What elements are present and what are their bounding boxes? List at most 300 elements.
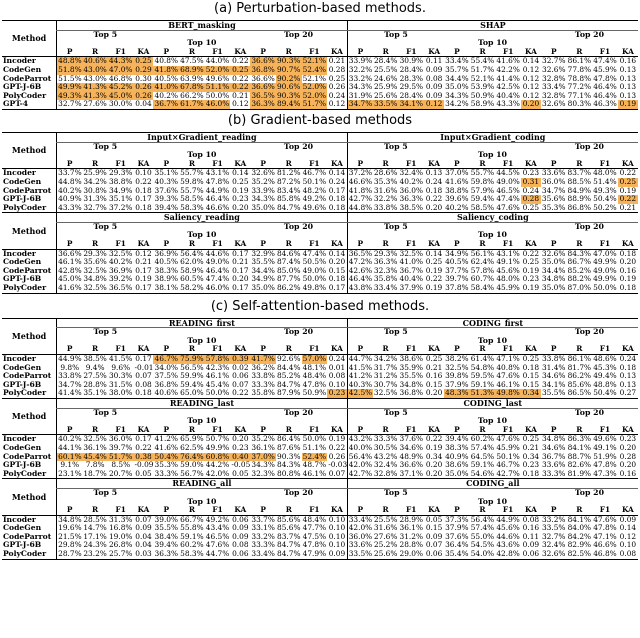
metric-cell: 48.9% xyxy=(399,452,423,461)
metric-cell: 35.0% xyxy=(445,83,469,92)
metric-cell: 90.3% xyxy=(277,452,301,461)
metric-cell: 37.2% xyxy=(348,168,373,178)
table-self-attention xyxy=(2,318,638,560)
topk-header-row xyxy=(2,417,638,426)
metric-header: KA xyxy=(521,345,541,354)
table-row xyxy=(2,533,638,542)
metric-cell: 47.8% xyxy=(302,541,327,550)
metric-header: F1 xyxy=(108,345,134,354)
metric-cell: 90.2% xyxy=(276,74,301,83)
metric-cell: 42.0% xyxy=(348,524,373,533)
metric-cell: 46.7% xyxy=(302,168,327,178)
metric-cell: 41.6% xyxy=(58,284,82,293)
metric-cell: 32.9% xyxy=(251,249,275,258)
metric-cell: 60.7% xyxy=(470,275,495,284)
method-group-title: Saliency_coding xyxy=(347,213,638,223)
metric-cell: 0.38 xyxy=(135,452,152,461)
metric-cell: 28.7% xyxy=(58,550,82,559)
metric-header: P xyxy=(250,240,276,249)
metric-cell: 0.08 xyxy=(232,541,249,550)
metric-cell: 62.4% xyxy=(470,258,495,267)
metric-cell: 35.1% xyxy=(154,168,179,178)
metric-cell: 84.4% xyxy=(277,363,301,372)
metric-cell: 61.4% xyxy=(470,354,495,363)
metric-cell: 41.5% xyxy=(108,354,133,363)
metric-cell: 52.1% xyxy=(470,74,495,83)
metric-cell: 56.7% xyxy=(180,469,204,478)
metric-cell: 0.16 xyxy=(619,469,637,478)
metric-cell: 60.8% xyxy=(205,452,230,461)
method-group-title: READING_last xyxy=(57,398,348,408)
metric-cell: 23.2% xyxy=(83,550,107,559)
metric-cell: 50.7% xyxy=(205,434,230,444)
metric-cell: 0.24 xyxy=(328,177,346,186)
topk-header-row xyxy=(2,39,638,48)
method-group-title: BERT_masking xyxy=(57,21,348,31)
metric-cell: 24.6% xyxy=(373,74,398,83)
metric-cell: 0.19 xyxy=(619,186,637,195)
metric-header: R xyxy=(82,506,108,515)
metric-header: P xyxy=(153,506,179,515)
metric-cell: 68.9% xyxy=(180,65,204,74)
metric-cell: 19.0% xyxy=(108,532,133,541)
metric-cell: 0.22 xyxy=(425,275,443,284)
metric-header: F1 xyxy=(205,345,231,354)
metric-cell: 25.5% xyxy=(373,515,398,524)
table-row xyxy=(2,195,638,204)
metric-cell: 32.5% xyxy=(108,249,133,258)
caption-b: (b) Gradient-based methods xyxy=(227,112,413,128)
metric-cell: 48.7% xyxy=(302,461,327,470)
metric-cell: 25.6% xyxy=(373,91,398,100)
metric-cell: 33.1% xyxy=(251,524,275,533)
caption-a: (a) Perturbation-based methods. xyxy=(214,1,426,16)
metric-cell: 84.9% xyxy=(567,186,592,195)
metric-cell: 86.2% xyxy=(567,372,592,381)
top10-label: Top 10 xyxy=(477,336,508,345)
metric-cell: 84.7% xyxy=(277,380,301,389)
table-row xyxy=(2,550,638,559)
metric-cell: 50.1% xyxy=(302,177,327,186)
metric-cell: 0.18 xyxy=(522,469,540,478)
metric-cell: 33.8% xyxy=(58,372,82,381)
metric-header: P xyxy=(153,160,179,169)
metric-cell: 45.9% xyxy=(496,284,520,293)
metric-cell: 37.0% xyxy=(251,452,275,461)
metric-cell: 0.19 xyxy=(522,266,540,275)
metric-cell: 33.7% xyxy=(251,515,275,524)
metric-cell: 0.18 xyxy=(135,186,152,195)
metric-cell: 0.25 xyxy=(232,65,249,74)
metric-cell: 40.0% xyxy=(348,443,373,452)
metric-cell: 36.1% xyxy=(399,524,423,533)
metric-cell: 34.9% xyxy=(445,249,469,258)
metric-header: KA xyxy=(134,240,154,249)
metric-header-row xyxy=(2,426,638,435)
metric-cell: 37.7% xyxy=(445,266,469,275)
table-row xyxy=(2,75,638,84)
table-row xyxy=(2,92,638,101)
metric-cell: 30.0% xyxy=(108,100,133,109)
metric-cell: 76.4% xyxy=(180,452,204,461)
metric-cell: 36.0% xyxy=(399,186,423,195)
metric-cell: 24.3% xyxy=(83,541,107,550)
metric-cell: 30.5% xyxy=(373,443,398,452)
metric-cell: 50.0% xyxy=(302,275,327,284)
top20-label: Top 20 xyxy=(574,327,604,337)
metric-header: R xyxy=(373,426,399,435)
metric-cell: 0.05 xyxy=(135,469,152,478)
metric-cell: 47.0% xyxy=(108,65,133,74)
metric-cell: 32.5% xyxy=(83,434,107,444)
metric-cell: 38.8% xyxy=(108,177,133,186)
metric-cell: 34.3% xyxy=(251,461,275,470)
metric-header: F1 xyxy=(399,48,425,57)
metric-cell: 0.13 xyxy=(425,168,443,178)
metric-cell: 36.8% xyxy=(154,380,179,389)
metric-cell: 47.7% xyxy=(302,524,327,533)
method-header: Method xyxy=(2,213,57,249)
metric-header: P xyxy=(153,48,179,57)
metric-cell: 37.8% xyxy=(445,284,469,293)
metric-cell: 45.3% xyxy=(593,363,617,372)
metric-cell: 49.6% xyxy=(593,434,617,444)
metric-cell: 82.9% xyxy=(567,541,592,550)
metric-cell: 58.5% xyxy=(470,203,495,212)
metric-cell: 50.9% xyxy=(302,389,327,398)
metric-cell: 44.8% xyxy=(348,203,373,212)
metric-cell: 55.4% xyxy=(470,56,495,66)
table-row xyxy=(2,470,638,479)
metric-cell: 51.1% xyxy=(205,83,230,92)
metric-cell: 0.17 xyxy=(232,249,249,258)
metric-header: F1 xyxy=(302,506,328,515)
caption-c: (c) Self-attention-based methods. xyxy=(210,298,430,314)
metric-cell: 61.7% xyxy=(180,100,204,109)
metric-cell: 0.12 xyxy=(522,83,540,92)
metric-cell: 41.4% xyxy=(496,74,520,83)
metric-cell: 31.2% xyxy=(399,532,423,541)
metric-cell: 43.3% xyxy=(496,100,520,109)
metric-cell: 0.10 xyxy=(135,168,152,178)
metric-cell: 0.23 xyxy=(619,434,637,444)
metric-header: R xyxy=(470,48,496,57)
metric-cell: 0.04 xyxy=(135,100,152,109)
metric-cell: 34.4% xyxy=(251,266,275,275)
top10-label: Top 10 xyxy=(477,417,508,426)
metric-cell: 42.8% xyxy=(496,550,520,559)
metric-cell: 47.4% xyxy=(205,275,230,284)
metric-cell: 86.1% xyxy=(567,354,592,363)
metric-cell: 85.6% xyxy=(567,380,592,389)
metric-cell: 36.6% xyxy=(58,249,82,258)
topk-header-row xyxy=(2,328,638,337)
table-row xyxy=(2,444,638,453)
metric-cell: 41.3% xyxy=(83,83,107,92)
metric-cell: 41.4% xyxy=(58,389,82,398)
metric-cell: 55.7% xyxy=(180,186,204,195)
metric-cell: 88.7% xyxy=(567,452,592,461)
metric-cell: 57.8% xyxy=(470,266,495,275)
metric-cell: 35.5% xyxy=(541,389,566,398)
metric-cell: 65.0% xyxy=(180,389,204,398)
metric-cell: -0.05 xyxy=(231,461,251,470)
metric-cell: 56.4% xyxy=(470,515,495,524)
metric-cell: 58.9% xyxy=(180,266,204,275)
metric-cell: 0.25 xyxy=(328,74,346,83)
metric-cell: 46.6% xyxy=(593,541,617,550)
metric-cell: 21.5% xyxy=(58,532,82,541)
metric-cell: 36.2% xyxy=(251,363,275,372)
metric-cell: 0.13 xyxy=(619,91,637,100)
metric-cell: 0.03 xyxy=(135,550,152,559)
metric-cell: 90.7% xyxy=(276,65,301,74)
model-name: CodeParrot xyxy=(3,452,52,461)
metric-cell: 66.7% xyxy=(180,515,204,524)
metric-cell: 49.2% xyxy=(205,515,230,524)
metric-cell: 33.8% xyxy=(251,372,275,381)
metric-cell: 0.25 xyxy=(522,354,540,363)
metric-header: F1 xyxy=(398,426,424,435)
model-name: CodeParrot xyxy=(3,372,52,381)
metric-cell: 38.3% xyxy=(154,266,179,275)
metric-cell: 33.2% xyxy=(541,515,566,524)
metric-cell: 9.1% xyxy=(57,461,83,470)
metric-cell: 33.5% xyxy=(373,100,398,109)
metric-cell: 0.21 xyxy=(328,56,346,66)
top5-label: Top 5 xyxy=(57,142,154,151)
metric-cell: 40.2% xyxy=(154,91,178,100)
metric-cell: 67.8% xyxy=(180,83,204,92)
metric-cell: 0.20 xyxy=(232,434,249,444)
metric-cell: 0.17 xyxy=(135,195,152,204)
metric-cell: 47.8% xyxy=(593,524,617,533)
metric-cell: 46.7% xyxy=(154,354,179,363)
table-row xyxy=(2,178,638,187)
metric-cell: 0.20 xyxy=(425,461,443,470)
metric-cell: 84.1% xyxy=(567,515,592,524)
metric-header: KA xyxy=(327,426,347,435)
metric-cell: 58.9% xyxy=(470,100,495,109)
metric-cell: 41.6% xyxy=(496,56,520,66)
metric-cell: 39.0% xyxy=(154,515,179,524)
metric-cell: 81.2% xyxy=(276,168,301,178)
metric-cell: 50.0% xyxy=(302,434,327,444)
metric-cell: 32.5% xyxy=(399,249,423,258)
metric-cell: 0.09 xyxy=(232,532,249,541)
metric-cell: 0.14 xyxy=(232,168,249,178)
metric-cell: 18.7% xyxy=(83,469,107,478)
group-header-row xyxy=(2,132,638,142)
metric-cell: 42.6% xyxy=(348,266,373,275)
metric-cell: 47.0% xyxy=(593,249,617,258)
metric-header: P xyxy=(347,160,373,169)
metric-cell: 36.3% xyxy=(154,550,179,559)
metric-cell: 44.9% xyxy=(205,186,230,195)
metric-cell: 40.2% xyxy=(445,203,469,212)
metric-cell: 44.6% xyxy=(205,249,230,258)
metric-cell: 87.2% xyxy=(276,177,301,186)
metric-cell: 60.2% xyxy=(470,434,495,444)
metric-cell: 50.9% xyxy=(470,91,495,100)
metric-header: P xyxy=(541,48,567,57)
metric-cell: -0.01 xyxy=(134,363,154,372)
metric-cell: 33.3% xyxy=(154,469,179,478)
metric-header: R xyxy=(179,240,205,249)
metric-cell: 44.3% xyxy=(108,56,133,66)
metric-cell: 45.6% xyxy=(496,524,520,533)
metric-cell: 0.40 xyxy=(232,452,249,461)
metric-cell: 36.1% xyxy=(251,443,275,452)
metric-cell: 52.0% xyxy=(302,91,327,100)
metric-cell: 31.6% xyxy=(373,186,398,195)
metric-cell: 0.19 xyxy=(425,443,443,452)
metric-cell: 33.4% xyxy=(348,515,373,524)
metric-cell: 88.5% xyxy=(567,177,592,186)
metric-cell: 35.0% xyxy=(251,284,275,293)
metric-cell: 83.7% xyxy=(567,168,592,178)
metric-cell: 42.8% xyxy=(58,266,82,275)
metric-cell: 59.0% xyxy=(180,461,204,470)
metric-cell: 35.6% xyxy=(541,195,566,204)
table-row xyxy=(2,453,638,462)
metric-cell: 90.3% xyxy=(276,91,301,100)
metric-header: P xyxy=(444,345,470,354)
metric-cell: 86.8% xyxy=(567,203,592,212)
metric-header: KA xyxy=(424,240,444,249)
model-name: Incoder xyxy=(3,168,36,178)
metric-cell: 0.15 xyxy=(328,266,346,275)
metric-cell: 31.4% xyxy=(541,363,566,372)
metric-cell: 41.8% xyxy=(348,186,373,195)
metric-cell: 59.1% xyxy=(180,532,204,541)
metric-cell: 35.0% xyxy=(251,203,275,212)
metric-cell: 0.31 xyxy=(522,177,540,186)
metric-header: R xyxy=(470,426,496,435)
metric-cell: 34.3% xyxy=(445,91,469,100)
metric-cell: 59.4% xyxy=(180,380,204,389)
metric-header: KA xyxy=(618,48,638,57)
metric-header: R xyxy=(276,240,302,249)
metric-cell: 45.2% xyxy=(108,83,133,92)
metric-header: P xyxy=(250,345,276,354)
metric-cell: 33.4% xyxy=(373,284,398,293)
metric-cell: 39.4% xyxy=(154,203,179,212)
top20-label: Top 20 xyxy=(283,408,314,417)
metric-cell: 36.4% xyxy=(445,541,469,550)
metric-cell: 86.7% xyxy=(567,258,592,267)
metric-cell: 7.8% xyxy=(85,461,105,470)
metric-cell: 33.2% xyxy=(251,532,275,541)
metric-cell: 46.0% xyxy=(205,100,230,109)
metric-header: KA xyxy=(327,48,347,57)
metric-cell: 52.4% xyxy=(302,452,327,461)
metric-cell: 32.6% xyxy=(251,168,275,178)
metric-cell: 38.0% xyxy=(108,389,133,398)
metric-header: R xyxy=(567,506,593,515)
metric-cell: 0.21 xyxy=(522,443,540,452)
metric-cell: 34.2% xyxy=(445,100,469,109)
table-row xyxy=(2,204,638,213)
metric-cell: 35.5% xyxy=(154,524,179,533)
metric-cell: 34.8% xyxy=(83,275,107,284)
metric-header-row xyxy=(2,240,638,249)
metric-cell: 0.20 xyxy=(619,258,637,267)
metric-cell: 40.6% xyxy=(154,389,179,398)
metric-cell: 0.24 xyxy=(328,91,346,100)
metric-cell: 44.9% xyxy=(58,354,82,363)
metric-cell: 32.8% xyxy=(542,74,566,83)
metric-cell: 0.08 xyxy=(619,550,637,559)
metric-header: KA xyxy=(134,48,154,57)
top10-label: Top 10 xyxy=(477,497,508,506)
metric-cell: 41.3% xyxy=(83,91,107,100)
metric-cell: 47.8% xyxy=(593,74,617,83)
metric-cell: 34.7% xyxy=(348,100,373,109)
metric-header: KA xyxy=(134,426,154,435)
metric-cell: 39.3% xyxy=(154,195,179,204)
metric-cell: 81.7% xyxy=(567,363,592,372)
metric-cell: 54.6% xyxy=(470,469,495,478)
method-group-title: Input×Gradient_reading xyxy=(57,132,348,142)
metric-cell: 49.9% xyxy=(58,83,82,92)
metric-header: R xyxy=(276,345,302,354)
metric-cell: 0.05 xyxy=(232,469,249,478)
metric-cell: 77.2% xyxy=(567,83,592,92)
metric-header: F1 xyxy=(205,506,231,515)
metric-cell: 57.9% xyxy=(470,186,495,195)
metric-cell: 0.22 xyxy=(619,195,637,204)
metric-cell: 0.02 xyxy=(232,363,249,372)
metric-cell: 48.2% xyxy=(302,186,327,195)
model-name: CodeGen xyxy=(3,524,42,533)
model-name: CodeParrot xyxy=(3,186,52,195)
metric-cell: 31.6% xyxy=(373,524,398,533)
metric-cell: 20.7% xyxy=(108,469,133,478)
metric-header: R xyxy=(373,240,399,249)
metric-cell: 49.9% xyxy=(205,443,230,452)
metric-cell: 62.5% xyxy=(180,443,204,452)
metric-cell: 35.2% xyxy=(251,434,275,444)
metric-cell: 47.6% xyxy=(496,372,520,381)
metric-header: KA xyxy=(521,240,541,249)
metric-cell: 25.6% xyxy=(373,550,398,559)
metric-cell: 48.1% xyxy=(302,363,327,372)
metric-cell: 0.12 xyxy=(425,100,443,109)
model-name: CodeGen xyxy=(3,258,42,267)
metric-cell: 84.7% xyxy=(277,541,301,550)
metric-cell: 33.4% xyxy=(251,550,275,559)
model-name: CodeGen xyxy=(3,443,42,452)
group-header-row xyxy=(2,21,638,31)
metric-cell: 42.7% xyxy=(348,195,373,204)
top10-label: Top 10 xyxy=(187,151,217,160)
metric-header: R xyxy=(179,426,205,435)
metric-cell: 46.4% xyxy=(593,83,617,92)
metric-cell: 27.5% xyxy=(83,372,107,381)
metric-header: F1 xyxy=(302,240,328,249)
metric-cell: 33.9% xyxy=(348,56,373,66)
metric-cell: 0.17 xyxy=(135,266,152,275)
metric-cell: 26.8% xyxy=(108,541,133,550)
metric-cell: 0.10 xyxy=(328,515,346,524)
top10-label: Top 10 xyxy=(477,39,508,48)
metric-header: P xyxy=(541,345,567,354)
metric-cell: 35.7% xyxy=(445,65,469,74)
metric-cell: 28.5% xyxy=(83,515,107,524)
table-row xyxy=(2,275,638,284)
metric-header: R xyxy=(470,506,496,515)
